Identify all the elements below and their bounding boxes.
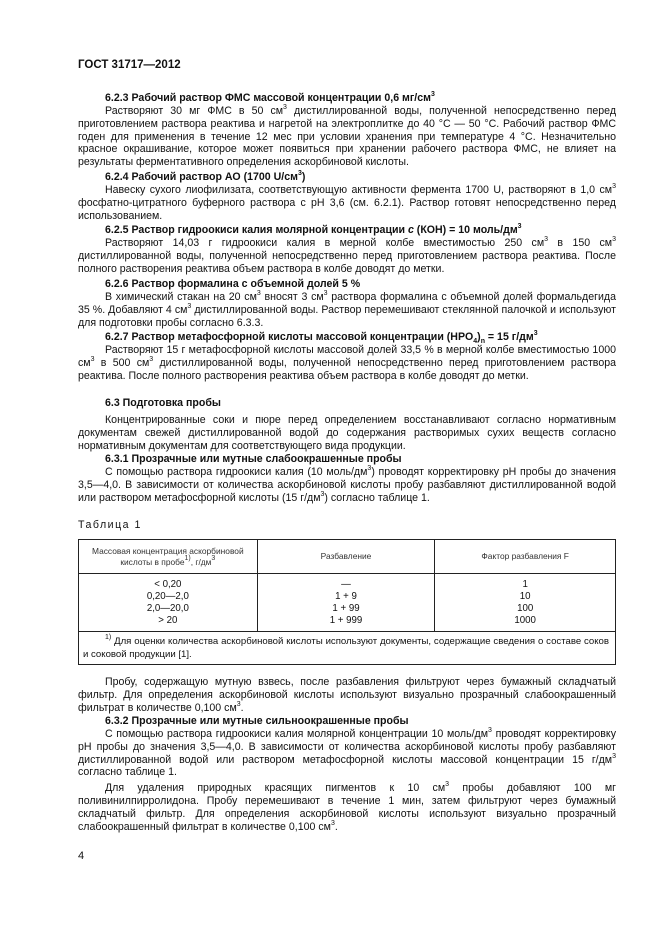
- section-title: 6.3 Подготовка пробы: [105, 397, 221, 409]
- paragraph: Растворяют 30 мг ФМС в 50 $см^3$ дистиллированной воды, полученной непосредственно перед приготовлением раствора реактива и нагретой на электроплитке до 40 °С — 50 °С. Рабочий раствор ФМС годен для применения в течение 12 мес при условии хранения при температуре 4 °С. Незначительно красное окрашивание, которое может появиться при хранении рабочего раствора ФМС, не влияет на результаты ферментативного определения аскорбиновой кислоты.: [78, 103, 616, 169]
- section-6-3: [78, 397, 616, 410]
- paragraph: В химический стакан на 20 $см^3$ вносят 3 $см^3$ раствора формалина с объемной долей формальдегида 35 %. Добавляют 4 $см^3$ дистиллированной воды. Раствор перемешивают стеклянной палочкой и используют для подготовки пробы согласно 6.3.3.: [78, 289, 616, 329]
- table-row: [79, 574, 616, 592]
- section-title: 6.2.3 Рабочий раствор ФМС массовой концентрации 0,6 $мг/см^3$: [105, 90, 435, 104]
- table-cell: 100: [435, 603, 616, 615]
- section-title: 6.2.5 Раствор гидроокиси калия молярной концентрации c (КОН) = 10 моль/$дм^3$: [105, 222, 522, 236]
- section-6-2-4: [78, 171, 616, 222]
- section-title: 6.2.4 Рабочий раствор АО (1700 $U/см^3$): [105, 169, 306, 183]
- table-cell: 1 + 99: [257, 603, 435, 615]
- column-header: Фактор разбавления F: [435, 540, 616, 574]
- paragraph: Навеску сухого лиофилизата, соответствующую активности фермента 1700 U, растворяют в 1,0 $см^3$ фосфатно-цитратного буферного раствора с рН 3,6 (см. 6.2.1). Раствор готовят непосредственно перед использованием.: [78, 182, 616, 222]
- table-cell: > 20: [79, 615, 258, 632]
- table-cell: 10: [435, 591, 616, 603]
- section-title: 6.3.2 Прозрачные или мутные сильноокрашенные пробы: [105, 715, 409, 727]
- table-row: [79, 591, 616, 603]
- paragraph: Растворяют 15 г метафосфорной кислоты массовой долей 33,5 % в мерной колбе вместимостью 1000 $см^3$ в 500 $см^3$ дистиллированной воды, полученной непосредственно перед приготовлением раствора реактива. После полного растворения реактива объем раствора в колбе доводят до метки.: [78, 343, 616, 382]
- section-6-3-1: [78, 453, 616, 504]
- section-6-3-body: [78, 414, 616, 453]
- section-6-3-2: [78, 715, 616, 779]
- table-row: [79, 615, 616, 632]
- table-header-row: [79, 540, 616, 574]
- section-6-2-5: [78, 224, 616, 275]
- table-row: [79, 603, 616, 615]
- paragraph-after-table: [78, 676, 616, 715]
- table-footnote-row: [79, 632, 616, 665]
- dilution-table: [78, 539, 616, 665]
- paragraph: Концентрированные соки и пюре перед определением восстанавливают согласно нормативным документам свежей дистиллированной водой до содержания растворимых сухих веществ согласно нормативным документам для соответствующего вида продукции.: [78, 414, 616, 452]
- paragraph: Растворяют 14,03 г гидроокиси калия в мерной колбе вместимостью 250 $см^3$ в 150 $см^3$ дистиллированной воды, полученной непосредственно перед приготовлением раствора реактива. После полного растворения реактива объем раствора в колбе доводят до метки.: [78, 235, 616, 275]
- table-caption: Таблица 1: [78, 519, 142, 531]
- table-cell: 1 + 999: [257, 615, 435, 632]
- section-title: 6.2.6 Раствор формалина с объемной долей 5 %: [105, 278, 361, 290]
- section-6-2-6: [78, 278, 616, 329]
- column-header: Массовая концентрация аскорбиновой кислоты в пробе$^{1)}$, $г/дм^3$: [79, 540, 258, 574]
- section-6-2-3: [78, 92, 616, 169]
- standard-header: ГОСТ 31717—2012: [78, 59, 181, 71]
- table-cell: 1 + 9: [257, 591, 435, 603]
- table-cell: < 0,20: [79, 574, 258, 592]
- section-6-3-2-p2: [78, 782, 616, 833]
- column-header: Разбавление: [257, 540, 435, 574]
- paragraph: Пробу, содержащую мутную взвесь, после разбавления фильтруют через бумажный складчатый фильтр. Для определения аскорбиновой кислоты используют визуально прозрачный слабоокрашенный фильтрат в количестве 0,100 $см^3$.: [78, 676, 616, 714]
- table-cell: 1000: [435, 615, 616, 632]
- section-title: 6.3.1 Прозрачные или мутные слабоокрашенные пробы: [105, 453, 402, 465]
- table-cell: —: [257, 574, 435, 592]
- section-6-2-7: [78, 331, 616, 382]
- paragraph: С помощью раствора гидроокиси калия (10 моль/$дм^3$) проводят корректировку рН пробы до значения 3,5—4,0. В зависимости от количества аскорбиновой кислоты пробу разбавляют дистиллированной водой или раствором метафосфорной кислоты (15 $г/дм^3$) согласно таблице 1.: [78, 464, 616, 504]
- section-title: 6.2.7 Раствор метафосфорной кислоты массовой концентрации $(HPO_4)_n = 15$ $г/дм^3$: [105, 329, 538, 346]
- paragraph: Для удаления природных красящих пигментов к 10 $см^3$ пробы добавляют 100 мг поливинилпирролидона. Пробу перемешивают в течение 1 мин, затем фильтруют через бумажный складчатый фильтр. Для определения аскорбиновой кислоты используют визуально прозрачный слабоокрашенный фильтрат в количестве 0,100 $см^3$.: [78, 780, 616, 833]
- table-cell: 0,20—2,0: [79, 591, 258, 603]
- table-cell: 1: [435, 574, 616, 592]
- table-cell: 2,0—20,0: [79, 603, 258, 615]
- page-number: 4: [78, 850, 85, 862]
- paragraph: С помощью раствора гидроокиси калия молярной концентрации 10 моль/$дм^3$ проводят корректировку рН пробы до значения 3,5—4,0. В зависимости от количества аскорбиновой кислоты пробу разбавляют дистиллированной водой или раствором метафосфорной кислоты массовой концентрации 15 $г/дм^3$ согласно таблице 1.: [78, 726, 616, 779]
- table-footnote: $^{1)}$ Для оценки количества аскорбиновой кислоты используют документы, содержащие сведения о составе соков и соковой продукции [1].: [79, 632, 616, 665]
